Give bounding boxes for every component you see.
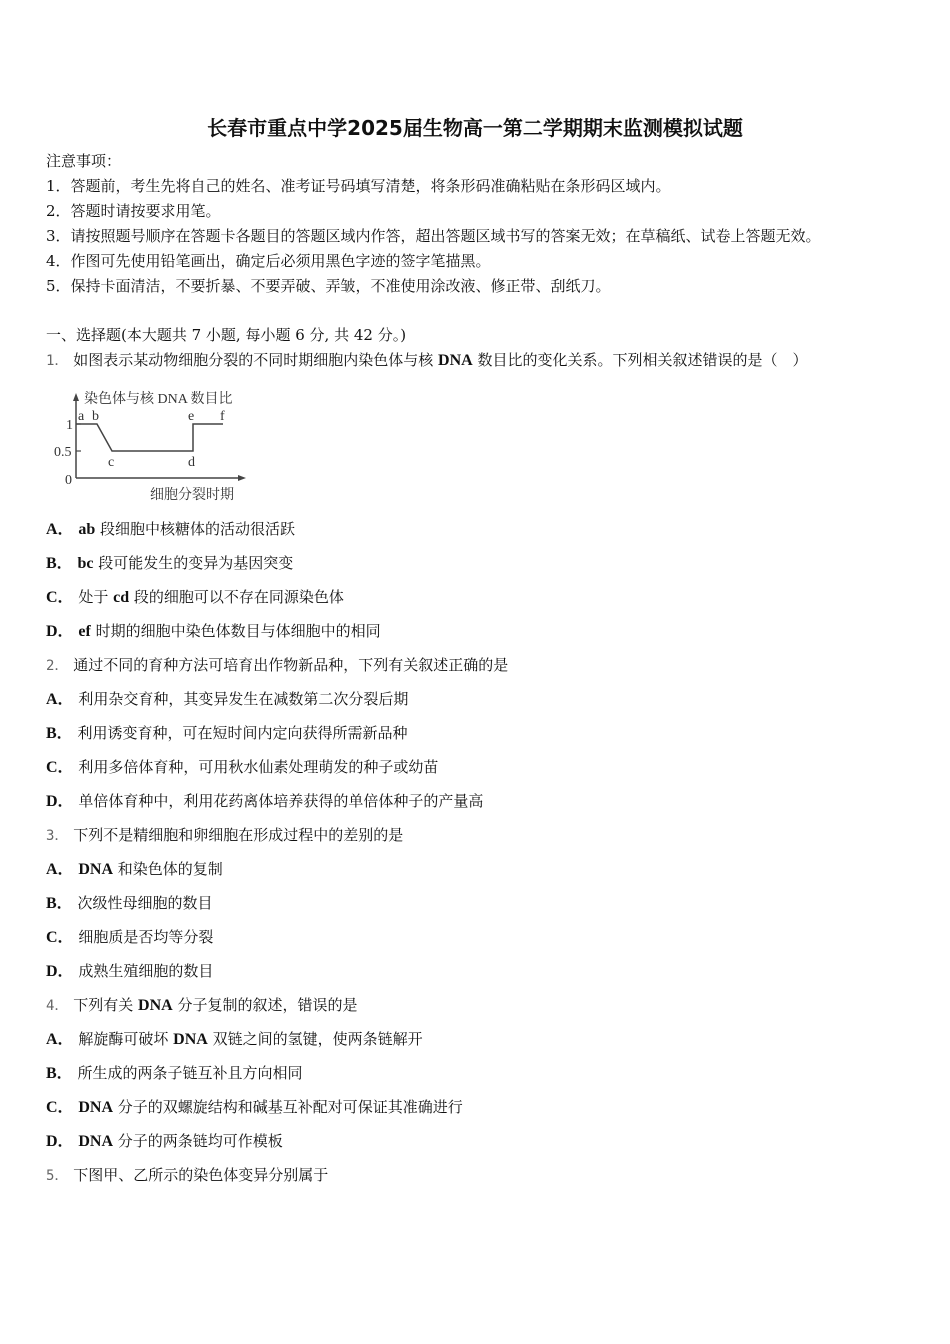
option-text: 分子的双螺旋结构和碱基互补配对可保证其准确进行 [117,1098,463,1116]
question-5-stem [46,1165,328,1186]
question-4-option-c [46,1097,463,1118]
option-letter: D． [46,963,74,980]
svg-text:e: e [188,409,195,424]
notice-item-4: 4．作图可先使用铅笔画出，确定后必须用黑色字迹的签字笔描黑。 [46,252,491,270]
svg-text:b: b [92,409,99,424]
option-letter: D． [46,623,74,640]
option-latin: DNA [78,861,114,878]
option-text: 解旋酶可破坏 [78,1030,169,1048]
svg-text:f: f [220,409,225,424]
question-3-option-a [46,859,223,880]
question-4-option-b [46,1063,302,1084]
ratio-line-chart [46,382,276,507]
question-2-option-a [46,689,408,710]
option-text: 双链之间的氢键，使两条链解开 [212,1030,423,1048]
svg-text:0.5: 0.5 [54,445,72,460]
option-latin: DNA [78,1099,114,1116]
stem-text: 数目比的变化关系。下列相关叙述错误的是（ ） [477,351,808,369]
x-axis-label: 细胞分裂时期 [150,488,234,503]
svg-text:c: c [108,455,115,470]
question-4-option-a [46,1029,423,1050]
option-text: 段细胞中核糖体的活动很活跃 [100,520,296,538]
option-text: 所生成的两条子链互补且方向相同 [77,1064,303,1082]
option-letter: B． [46,725,73,742]
question-number: 1． [46,353,69,369]
y-axis-label: 染色体与核 DNA 数目比 [84,392,233,407]
stem-text: 分子复制的叙述，错误的是 [177,996,358,1014]
option-letter: B． [46,555,73,572]
option-letter: A． [46,861,74,878]
option-text: 次级性母细胞的数目 [77,894,213,912]
svg-text:1: 1 [66,418,73,433]
question-number: 2． [46,658,69,674]
stem-latin: DNA [138,997,173,1014]
option-letter: C． [46,929,74,946]
notice-item-5: 5．保持卡面清洁，不要折暴、不要弄破、弄皱，不准使用涂改液、修正带、刮纸刀。 [46,277,611,295]
stem-text: 如图表示某动物细胞分裂的不同时期细胞内染色体与核 [73,351,434,369]
option-latin: DNA [173,1031,208,1048]
option-text: 利用诱变育种，可在短时间内定向获得所需新品种 [77,724,408,742]
option-text: 利用杂交育种，其变异发生在减数第二次分裂后期 [78,690,409,708]
section-heading: 一、选择题(本大题共 7 小题, 每小题 6 分, 共 42 分。) [46,326,407,344]
question-number: 4． [46,998,69,1014]
question-2-stem [46,655,508,676]
option-latin: ab [78,521,96,538]
svg-text:0: 0 [65,473,72,488]
svg-text:a: a [78,409,85,424]
question-2-option-b [46,723,407,744]
question-4-stem [46,995,357,1016]
page-title: 长春市重点中学2025届生物高一第二学期期末监测模拟试题 [207,116,743,140]
option-letter: C． [46,1099,74,1116]
stem-text: 下图甲、乙所示的染色体变异分别属于 [73,1166,329,1184]
option-letter: B． [46,895,73,912]
question-2-option-c [46,757,438,778]
svg-text:d: d [188,455,195,470]
question-1-option-a [46,519,295,540]
option-letter: C． [46,759,74,776]
question-1-option-d [46,621,381,642]
option-latin: bc [77,555,94,572]
question-1-stem [46,350,807,371]
option-latin: DNA [78,1133,114,1150]
option-text: 和染色体的复制 [117,860,223,878]
option-text: 利用多倍体育种，可用秋水仙素处理萌发的种子或幼苗 [78,758,439,776]
question-number: 5． [46,1168,69,1184]
option-text: 成熟生殖细胞的数目 [78,962,214,980]
option-latin: ef [78,623,91,640]
question-3-stem [46,825,403,846]
option-latin: cd [113,589,130,606]
question-3-option-d [46,961,213,982]
option-letter: C． [46,589,74,606]
option-letter: A． [46,691,74,708]
option-letter: D． [46,793,74,810]
question-3-option-c [46,927,213,948]
stem-text: 下列不是精细胞和卵细胞在形成过程中的差别的是 [73,826,404,844]
question-2-option-d [46,791,483,812]
option-text: 单倍体育种中，利用花药离体培养获得的单倍体种子的产量高 [78,792,484,810]
option-letter: B． [46,1065,73,1082]
question-number: 3． [46,828,69,844]
stem-latin: DNA [438,352,473,369]
question-3-option-b [46,893,212,914]
option-text: 时期的细胞中染色体数目与体细胞中的相同 [95,622,381,640]
notice-heading: 注意事项： [46,152,122,170]
notice-item-3: 3．请按照题号顺序在答题卡各题目的答题区域内作答，超出答题区域书写的答案无效；在草稿纸、试卷上答题无效。 [46,227,821,245]
stem-text: 通过不同的育种方法可培育出作物新品种，下列有关叙述正确的是 [73,656,509,674]
option-letter: D． [46,1133,74,1150]
question-1-option-c [46,587,344,608]
notice-item-1: 1．答题前，考生先将自己的姓名、准考证号码填写清楚，将条形码准确粘贴在条形码区域内。 [46,177,671,195]
option-letter: A． [46,1031,74,1048]
option-text: 分子的两条链均可作模板 [117,1132,283,1150]
option-text: 段的细胞可以不存在同源染色体 [133,588,344,606]
option-text: 细胞质是否均等分裂 [78,928,214,946]
option-letter: A． [46,521,74,538]
question-4-option-d [46,1131,283,1152]
option-text: 处于 [78,588,109,606]
stem-text: 下列有关 [73,996,134,1014]
option-text: 段可能发生的变异为基因突变 [98,554,294,572]
question-1-option-b [46,553,293,574]
notice-item-2: 2．答题时请按要求用笔。 [46,202,221,220]
